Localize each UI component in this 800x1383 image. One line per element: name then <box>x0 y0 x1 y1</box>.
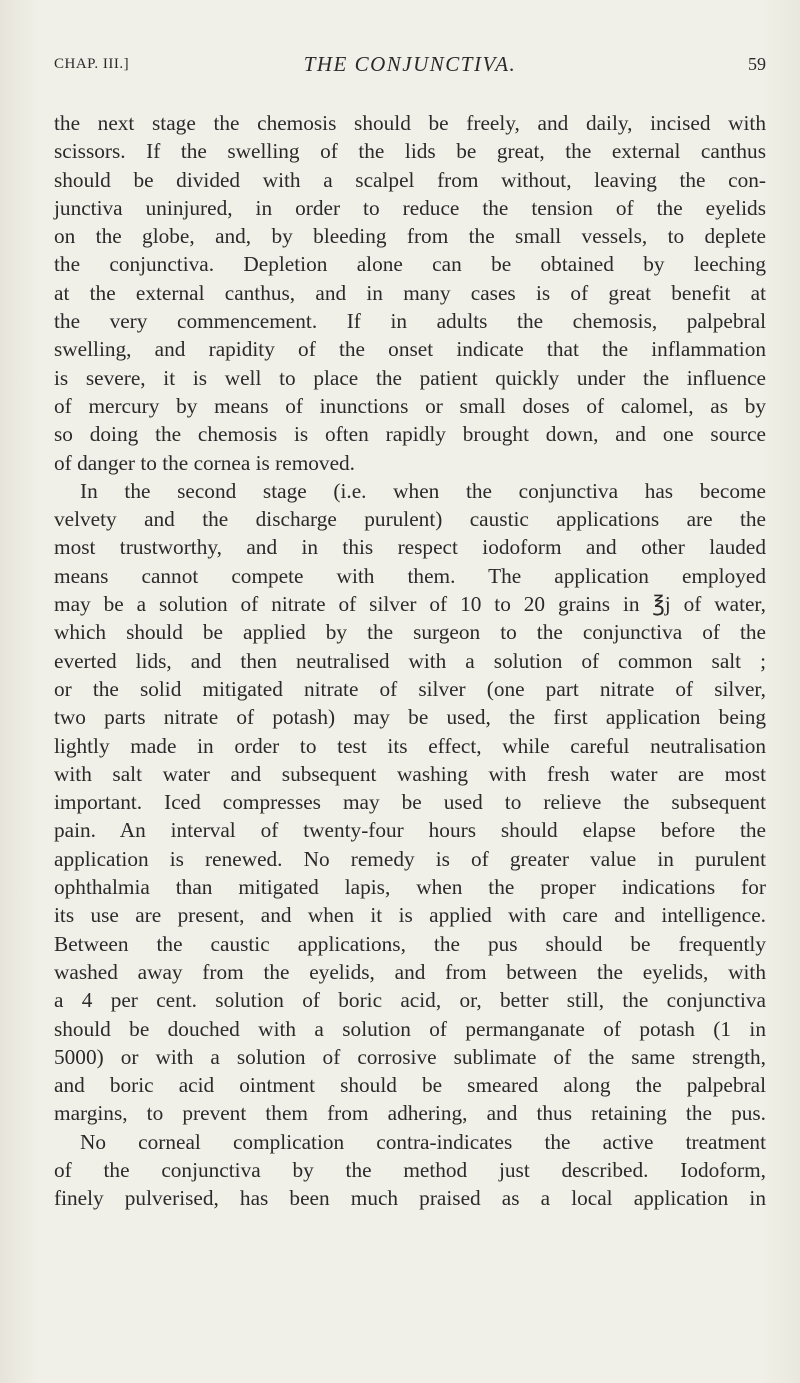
text-line: Between the caustic applications, the pus should be frequently <box>54 931 766 956</box>
text-line: scissors. If the swelling of the lids be great, the external canthus <box>54 139 766 164</box>
text-line: 5000) or with a solution of corrosive sublimate of the same strength, <box>54 1044 766 1069</box>
text-line: of danger to the cornea is removed. <box>54 450 355 475</box>
text-line: the conjunctiva. Depletion alone can be obtained by leeching <box>54 252 766 277</box>
body-text <box>54 109 766 1213</box>
text-line: a 4 per cent. solution of boric acid, or, better still, the conjunctiva <box>54 988 766 1013</box>
text-line: washed away from the eyelids, and from between the eyelids, with <box>54 959 766 984</box>
text-line: of the conjunctiva by the method just described. Iodoform, <box>54 1157 766 1182</box>
text-line: on the globe, and, by bleeding from the small vessels, to deplete <box>54 224 766 249</box>
text-line: should be divided with a scalpel from without, leaving the con- <box>54 167 766 192</box>
text-line: should be douched with a solution of permanganate of potash (1 in <box>54 1016 766 1041</box>
text-line: margins, to prevent them from adhering, and thus retaining the pus. <box>54 1101 766 1126</box>
text-line: is severe, it is well to place the patient quickly under the influence <box>54 365 766 390</box>
text-line: of mercury by means of inunctions or small doses of calomel, as by <box>54 393 766 418</box>
text-line: may be a solution of nitrate of silver of 10 to 20 grains in ℥j of water, <box>54 592 766 617</box>
chapter-label: CHAP. III.] <box>54 56 130 72</box>
text-line: junctiva uninjured, in order to reduce the tension of the eyelids <box>54 195 766 220</box>
text-line: In the second stage (i.e. when the conjunctiva has become <box>80 478 766 503</box>
text-line: the very commencement. If in adults the chemosis, palpebral <box>54 309 766 334</box>
text-line: everted lids, and then neutralised with a solution of common salt ; <box>54 648 766 673</box>
text-line: lightly made in order to test its effect, while careful neutralisation <box>54 733 766 758</box>
text-line: velvety and the discharge purulent) caustic applications are the <box>54 507 766 532</box>
text-line: with salt water and subsequent washing with fresh water are most <box>54 761 766 786</box>
text-line: No corneal complication contra-indicates the active treatment <box>80 1129 766 1154</box>
text-line: so doing the chemosis is often rapidly brought down, and one source <box>54 422 766 447</box>
page-number: 59 <box>748 54 766 74</box>
text-line: pain. An interval of twenty-four hours should elapse before the <box>54 818 766 843</box>
text-line: application is renewed. No remedy is of greater value in purulent <box>54 846 766 871</box>
text-line: important. Iced compresses may be used to relieve the subsequent <box>54 790 766 815</box>
text-line: swelling, and rapidity of the onset indicate that the inflammation <box>54 337 766 362</box>
text-line: most trustworthy, and in this respect iodoform and other lauded <box>54 535 766 560</box>
text-line: or the solid mitigated nitrate of silver (one part nitrate of silver, <box>54 676 766 701</box>
text-line: finely pulverised, has been much praised as a local application in <box>54 1186 766 1211</box>
running-header <box>54 48 766 78</box>
page-title: THE CONJUNCTIVA. <box>303 52 517 76</box>
text-line: which should be applied by the surgeon to the conjunctiva of the <box>54 620 766 645</box>
text-line: ophthalmia than mitigated lapis, when the proper indications for <box>54 875 766 900</box>
text-line: the next stage the chemosis should be freely, and daily, incised with <box>54 111 766 135</box>
text-line: and boric acid ointment should be smeared along the palpebral <box>54 1073 766 1098</box>
text-line: its use are present, and when it is applied with care and intelligence. <box>54 903 766 928</box>
text-line: at the external canthus, and in many cases is of great benefit at <box>54 280 766 305</box>
text-line: two parts nitrate of potash) may be used, the first application being <box>54 705 766 730</box>
text-line: means cannot compete with them. The application employed <box>54 563 766 588</box>
